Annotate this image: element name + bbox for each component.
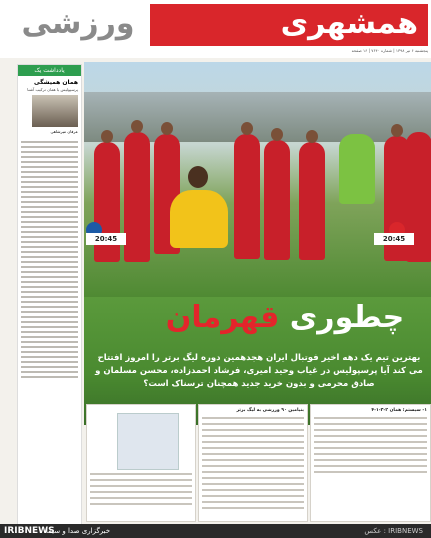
masthead bbox=[0, 0, 431, 58]
column-subhead: ۱- سیستم؛ همان ۲-۳-۱-۴ bbox=[371, 408, 427, 413]
article-column-middle bbox=[198, 404, 308, 522]
player-head bbox=[131, 120, 143, 133]
player-head bbox=[271, 128, 283, 141]
iribnews-logo: IRIBNEWS bbox=[4, 526, 55, 536]
coach-figure bbox=[339, 134, 375, 204]
inset-box bbox=[117, 413, 179, 470]
sidebar-column bbox=[17, 64, 82, 526]
player-figure bbox=[299, 142, 325, 260]
score-left: 20:45 bbox=[86, 233, 126, 245]
player-head bbox=[391, 124, 403, 137]
article-column-right bbox=[310, 404, 431, 522]
main-headline bbox=[150, 300, 420, 344]
sidebar-subtitle: پرسپولیس با همان ترکیب آشنا bbox=[27, 87, 78, 92]
photo-credit: عکس : IRIBNEWS bbox=[364, 527, 423, 535]
sidebar-body-text bbox=[18, 136, 81, 383]
sidebar-header: یادداشت یک bbox=[18, 65, 81, 76]
player-head bbox=[161, 122, 173, 135]
lead-paragraph: بهترین تیم یک دهه اخیر فوتبال ایران هجدهمین دوره لیگ برتر را امروز افتتاح می کند آیا پرسپولیس در غیاب وحید امیری، فرشاد احمدزاده، محسن مسلمان و صادق محرمی و بدون خرید جدید همچنان ترسناک است؟ bbox=[95, 353, 423, 389]
player-figure bbox=[124, 132, 150, 262]
team-photo bbox=[84, 62, 431, 297]
goalkeeper-figure bbox=[170, 190, 228, 248]
goalkeeper-head bbox=[188, 166, 208, 188]
player-head bbox=[306, 130, 318, 143]
newspaper-logo bbox=[150, 4, 428, 46]
player-head bbox=[241, 122, 253, 135]
column-subhead: بنیامین ۹۰ ورزشی به لیگ برتر bbox=[236, 408, 304, 413]
player-figure bbox=[264, 140, 290, 260]
author-photo bbox=[32, 95, 78, 127]
sidebar-author: عرفان میرشاهی bbox=[50, 129, 78, 134]
footer-bar bbox=[0, 524, 431, 538]
article-column-left bbox=[86, 404, 196, 522]
score-right: 20:45 bbox=[374, 233, 414, 245]
newspaper-title: همشهری bbox=[280, 6, 418, 41]
player-figure bbox=[234, 134, 260, 259]
article-body bbox=[84, 404, 431, 520]
supplement-title: ورزشی bbox=[21, 6, 135, 41]
headline-part2: قهرمان bbox=[165, 300, 280, 335]
footer-tagline: خبرگزاری صدا و سیما bbox=[46, 527, 111, 535]
dateline: پنجشنبه ۶ تیر ۱۳۹۸ | شماره ۷۶۴۰ | ۱۶ صفحه bbox=[351, 48, 428, 53]
sidebar-title: همان همیشگی bbox=[34, 79, 78, 86]
player-head bbox=[101, 130, 113, 143]
headline-part1: چطوری bbox=[289, 300, 405, 335]
